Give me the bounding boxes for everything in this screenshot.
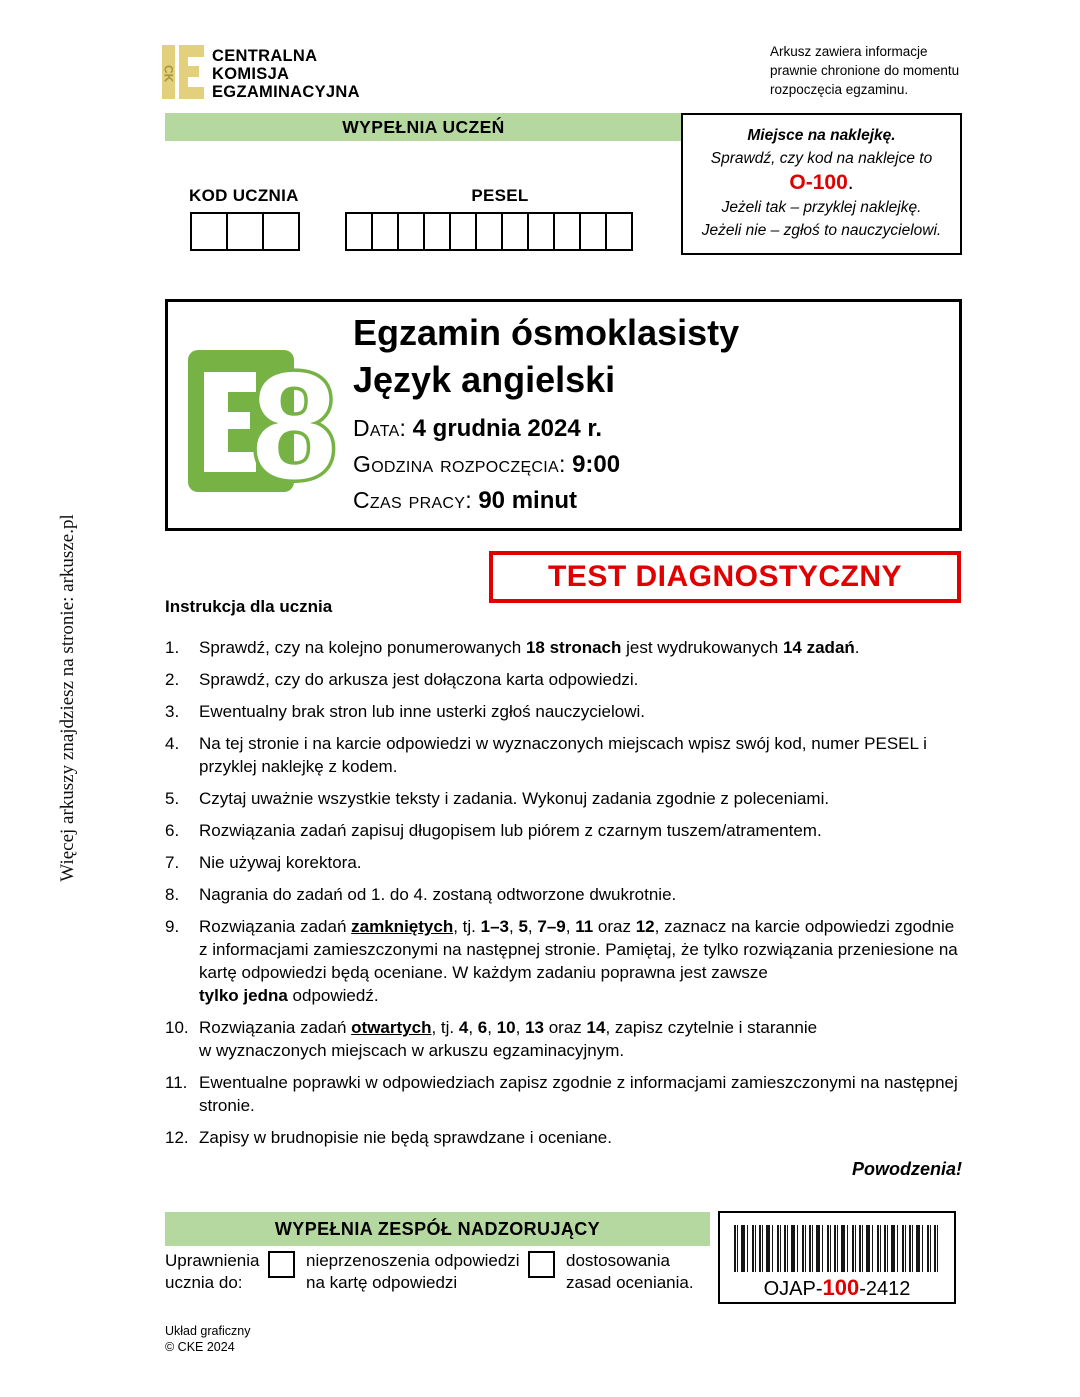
exam-title: Egzamin ósmoklasisty Język angielski — [353, 312, 740, 400]
option2-checkbox — [528, 1251, 555, 1278]
exam-start-time-line: Godzina rozpoczęcia: 9:00 — [353, 451, 621, 478]
svg-text:CK: CK — [162, 65, 176, 83]
legal-notice: Arkusz zawiera informacje prawnie chronione do momentu rozpoczęcia egzaminu. — [770, 44, 960, 97]
exam-title-box — [165, 299, 962, 531]
instruction-item: 5. Czytaj uważnie wszystkie teksty i zadania. Wykonuj zadania zgodnie z poleceniami. — [165, 789, 830, 808]
instruction-item: 11. Ewentualne poprawki w odpowiedziach zapisz zgodnie z informacjami zamieszczonymi na następnej stronie. — [165, 1073, 958, 1115]
pesel-cell — [397, 212, 425, 251]
pesel-cell — [345, 212, 373, 251]
sticker-line1: Sprawdź, czy kod na naklejce to — [710, 150, 933, 167]
instruction-item: 2. Sprawdź, czy do arkusza jest dołączona karta odpowiedzi. — [165, 670, 639, 689]
kod-cell — [226, 212, 264, 251]
sticker-line2: Jeżeli tak – przyklej naklejkę. — [721, 199, 922, 216]
instruction-item: 12. Zapisy w brudnopisie nie będą sprawdzane i oceniane. — [165, 1128, 612, 1147]
option2-label: dostosowania zasad oceniania. — [566, 1251, 694, 1292]
instruction-item: 8. Nagrania do zadań od 1. do 4. zostaną odtworzone dwukrotnie. — [165, 885, 677, 904]
pesel-cell — [579, 212, 607, 251]
kod-cells — [190, 212, 300, 251]
barcode-label: OJAP-100-2412 — [763, 1275, 911, 1300]
option1-checkbox — [268, 1251, 295, 1278]
instruction-item: 1. Sprawdź, czy na kolejno ponumerowanych 18 stronach jest wydrukowanych 14 zadań. — [165, 638, 860, 657]
kod-ucznia-label: KOD UCZNIA — [189, 186, 299, 205]
svg-text:8: 8 — [252, 341, 337, 500]
instructions-heading: Instrukcja dla ucznia — [165, 597, 333, 616]
cke-logo-icon — [162, 45, 204, 99]
sticker-line3: Jeżeli nie – zgłoś to nauczycielowi. — [701, 222, 942, 239]
instruction-item: 9. Rozwiązania zadań zamkniętych, tj. 1–3, 5, 7–9, 11 oraz 12, zaznacz na karcie odpowiedzi zgodnie z informacjami zamieszczonymi na następnej stronie. Pamiętaj, że tylko rozwiązania przeniesione na kartę odpowiedzi będą oceniane. W każdym zadaniu poprawna jest zawsze tylko jedna odpowiedź. — [165, 917, 958, 1005]
footer-copyright: Układ graficzny © CKE 2024 — [165, 1324, 251, 1354]
sidebar-vertical-text: Więcej arkuszy znajdziesz na stronie: arkusze.pl — [57, 514, 78, 882]
pesel-cell — [475, 212, 503, 251]
kod-cell — [190, 212, 228, 251]
instruction-item: 6. Rozwiązania zadań zapisuj długopisem lub piórem z czarnym tuszem/atramentem. — [165, 821, 822, 840]
sticker-box — [681, 113, 962, 255]
instruction-item: 3. Ewentualny brak stron lub inne usterki zgłoś nauczycielowi. — [165, 702, 646, 721]
pesel-cell — [605, 212, 633, 251]
exam-duration-line: Czas pracy: 90 minut — [353, 487, 578, 514]
organization-name: CENTRALNA KOMISJA EGZAMINACYJNA — [212, 47, 360, 101]
pesel-cell — [423, 212, 451, 251]
pesel-cell — [553, 212, 581, 251]
instruction-item: 7. Nie używaj korektora. — [165, 853, 362, 872]
barcode-image — [734, 1225, 940, 1272]
exam-date-line: Data: 4 grudnia 2024 r. — [353, 415, 603, 442]
e8-logo-icon — [186, 338, 358, 505]
diagnostic-test-banner: TEST DIAGNOSTYCZNY — [489, 551, 961, 603]
pesel-cell — [449, 212, 477, 251]
kod-cell — [262, 212, 300, 251]
pesel-label: PESEL — [471, 186, 529, 205]
good-luck-text: Powodzenia! — [851, 1159, 962, 1179]
instruction-item: 4. Na tej stronie i na karcie odpowiedzi w wyznaczonych miejscach wpisz swój kod, numer PESEL i przyklej naklejkę z kodem. — [165, 734, 927, 776]
student-section-bar: WYPEŁNIA UCZEŃ — [165, 113, 682, 141]
sticker-title: Miejsce na naklejkę. — [747, 127, 896, 144]
instructions-list — [165, 636, 962, 1181]
instruction-item: 10. Rozwiązania zadań otwartych, tj. 4, 6, 10, 13 oraz 14, zapisz czytelnie i starannie w wyznaczonych miejscach w arkuszu egzaminacyjnym. — [165, 1018, 818, 1060]
sticker-code: O-100 — [789, 171, 848, 194]
pesel-cell — [527, 212, 555, 251]
pesel-cell — [371, 212, 399, 251]
barcode-box — [718, 1211, 956, 1304]
pesel-cells — [345, 212, 633, 251]
pesel-cell — [501, 212, 529, 251]
sticker-code-line: O-100. — [789, 171, 854, 194]
supervisor-intro-label: Uprawnienia ucznia do: — [165, 1251, 260, 1292]
supervisor-section-bar: WYPEŁNIA ZESPÓŁ NADZORUJĄCY — [165, 1212, 710, 1246]
option1-label: nieprzenoszenia odpowiedzi na kartę odpowiedzi — [306, 1251, 520, 1292]
